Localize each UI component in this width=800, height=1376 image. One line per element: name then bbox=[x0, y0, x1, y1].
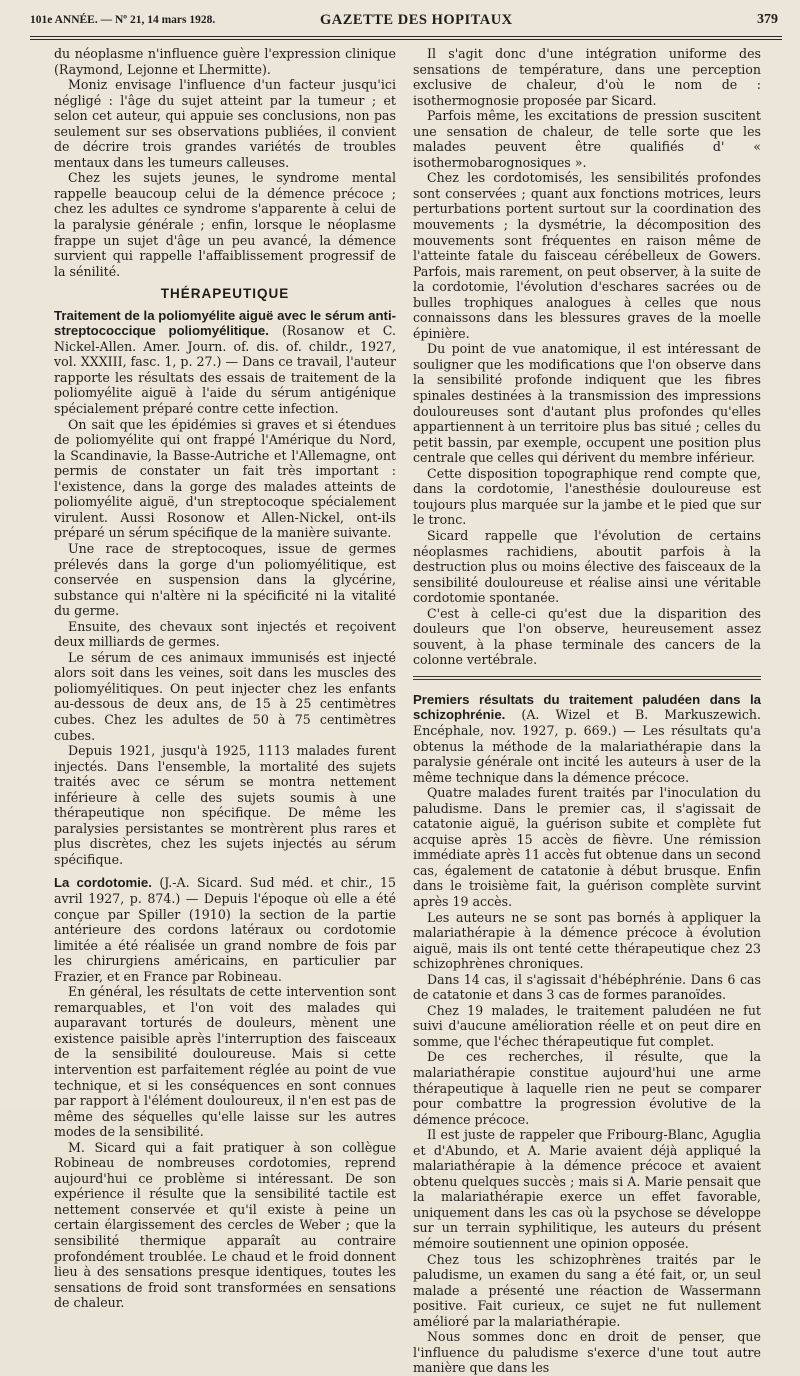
paragraph: Il est juste de rappeler que Fribourg-Blanc, Aguglia et d'Abundo, et A. Marie avaient déjà appliqué la malariathérapie à la démence précoce et avaient obtenu quelques succès ; mais si A. Marie pensait que la malariathérapie exerce un effet favorable, uniquement dans les cas où la psychose se développe sur un terrain syphilitique, les auteurs du présent mémoire soutiennent une opinion opposée. bbox=[413, 1127, 761, 1252]
article-title: Premiers résultats du traitement paludéen dans la schizophrénie. bbox=[413, 691, 761, 723]
section-heading: THÉRAPEUTIQUE bbox=[160, 286, 290, 302]
article-title: La cordotomie. bbox=[54, 875, 152, 891]
paragraph: Depuis 1921, jusqu'à 1925, 1113 malades furent injectés. Dans l'ensemble, la mortalité des sujets traités avec ce sérum se montra nettement inférieure à celle des sujets soumis à une thérapeutique non spécifique. De même les paralysies persistantes se montrèrent plus rares et plus discrètes, chez les sujets injectés au sérum spécifique. bbox=[54, 743, 396, 867]
article-reference: (J.-A. Sicard. Sud méd. et chir., 15 avril 1927, p. 874.) — Depuis l'époque où elle a été conçue par Spiller (1910) la section de la partie antérieure des cordons latéraux ou cordotomie limitée a été réalisée un grand nombre de fois par les chirurgiens américains, en particulier par Frazier, et en France par Robineau. bbox=[54, 875, 396, 984]
paragraph: Dans 14 cas, il s'agissait d'hébéphrénie. Dans 6 cas de catatonie et dans 3 cas de formes paranoïdes. bbox=[413, 971, 761, 1003]
paragraph: Une race de streptocoques, issue de germes prélevés dans la gorge d'un poliomyélitique, est conservée en suspension dans la glycérine, substance qui n'altère ni la spécificité ni la vitalité du germe. bbox=[54, 540, 396, 619]
paragraph: Sicard rappelle que l'évolution de certains néoplasmes rachidiens, aboutit parfois à la destruction plus ou moins élective des faisceaux de la sensibilité douloureuse et réalise ainsi une véritable cordotomie spontanée. bbox=[413, 527, 761, 606]
article-divider bbox=[413, 676, 761, 680]
paragraph: Chez les sujets jeunes, le syndrome mental rappelle beaucoup celui de la démence précoce ; chez les adultes ce syndrome s'apparente à celui de la paralysie générale ; enfin, lorsque le néoplasme frappe un sujet d'âge un peu avancé, la démence survient qui rappelle l'affaiblissement progressif de la sénilité. bbox=[54, 170, 396, 279]
right-column bbox=[413, 46, 761, 1376]
paragraph: Chez tous les schizophrènes traités par le paludisme, un examen du sang a été fait, or, un seul malade a présenté une réaction de Wassermann positive. Fait curieux, ce sujet ne fut nullement amélioré par la malariathérapie. bbox=[413, 1251, 761, 1329]
issue-info: 101e ANNÉE. — Nº 21, 14 mars 1928. bbox=[30, 14, 216, 26]
paragraph: du néoplasme n'influence guère l'expression clinique (Raymond, Lejonne et Lhermitte). bbox=[54, 46, 396, 77]
article-schizophrenie bbox=[413, 692, 761, 785]
paragraph: Du point de vue anatomique, il est intéressant de souligner que les modifications que l'on observe dans la sensibilité profonde indiquent que les fibres spinales destinées à la transmission des impressions douloureuses sont d'autant plus profondes qu'elles appartiennent à un territoire plus bas situé ; celles du petit bassin, par exemple, occupent une position plus centrale que celles qui dérivent du membre inférieur. bbox=[413, 341, 761, 466]
journal-title: GAZETTE DES HOPITAUX bbox=[320, 12, 513, 28]
paragraph: Cette disposition topographique rend compte que, dans la cordotomie, l'anesthésie douloureuse est toujours plus marquée sur la jambe et le pied que sur le tronc. bbox=[413, 465, 761, 528]
paragraph: De ces recherches, il résulte, que la malariathérapie constitue aujourd'hui une arme thérapeutique à laquelle rien ne peut se comparer pour combattre la progression évolutive de la démence précoce. bbox=[413, 1049, 761, 1127]
paragraph: Les auteurs ne se sont pas bornés à appliquer la malariathérapie à la démence précoce à évolution aiguë, mais ils ont tenté cette thérapeutique chez 23 schizophrènes chroniques. bbox=[413, 909, 761, 972]
paragraph: Parfois même, les excitations de pression suscitent une sensation de chaleur, de telle sorte que les malades peuvent être qualifiés d' « isothermobarognosiques ». bbox=[413, 108, 761, 170]
left-column bbox=[54, 46, 396, 1311]
page-header bbox=[30, 10, 782, 36]
paragraph: Chez les cordotomisés, les sensibilités profondes sont conservées ; quant aux fonctions motrices, leurs perturbations portent surtout sur la coordination des mouvements ; la dysmétrie, la décomposition des mouvements sont fréquentes en raison même de l'atteinte fatale du faisceau cérébelleux de Gowers. Parfois, mais rarement, on peut observer, à la suite de la cordotomie, l'évolution d'eschares sacrées ou de bulles trophiques analogues à celles que nous connaissons dans les blessures graves de la moelle épinière. bbox=[413, 170, 761, 341]
header-rule bbox=[30, 36, 782, 37]
paragraph: Ensuite, des chevaux sont injectés et reçoivent deux milliards de germes. bbox=[54, 618, 396, 650]
paragraph: Quatre malades furent traités par l'inoculation du paludisme. Dans le premier cas, il s'agissait de catatonie aiguë, la guérison subite et complète fut acquise après 15 accès de fièvre. Une rémission immédiate après 11 accès fut obtenue dans un second cas, également de catatonie à début brusque. Enfin dans le troisième fait, la guérison complète survint après 19 accès. bbox=[413, 785, 761, 909]
paragraph: M. Sicard qui a fait pratiquer à son collègue Robineau de nombreuses cordotomies, reprend aujourd'hui ce problème si intéressant. De son expérience il résulte que la sensibilité tactile est nettement conservée et qu'il existe à peine un certain élargissement des cercles de Weber ; que la sensibilité thermique apparaît au contraire profondément troublée. Le chaud et le froid donnent lieu à des sensations presque identiques, toutes les sensations de froid sont transformées en sensations de chaleur. bbox=[54, 1139, 396, 1311]
article-poliomyelite bbox=[54, 308, 396, 417]
article-reference: (A. Wizel et B. Markuszewich. Encéphale, nov. 1927, p. 669.) — Les résultats qu'a obtenus la méthode de la malariathérapie dans la paralysie générale ont incité les auteurs à user de la même technique dans la démence précoce. bbox=[413, 707, 761, 785]
paragraph: Chez 19 malades, le traitement paludéen ne fut suivi d'aucune amélioration réelle et on peut dire en somme, que l'échec thérapeutique fut complet. bbox=[413, 1002, 761, 1049]
page-number: 379 bbox=[757, 12, 778, 27]
paragraph: On sait que les épidémies si graves et si étendues de poliomyélite qui ont frappé l'Amérique du Nord, la Scandinavie, la Basse-Autriche et l'Allemagne, ont permis de constater un fait très important : l'existence, dans la gorge des malades atteints de poliomyélite aiguë, d'un streptocoque spécialement virulent. Aussi Rosonow et Allen-Nickel, ont-ils préparé un sérum spécifique de la manière suivante. bbox=[54, 416, 396, 541]
paragraph: En général, les résultats de cette intervention sont remarquables, et l'on voit des malades qui auparavant torturés de douleurs, mènent une existence paisible après l'interruption des faisceaux de la sensibilité douloureuse. Mais si cette intervention est parfaitement réglée au point de vue technique, et si les conséquences en sont connues par rapport à l'élément douloureux, il n'en est pas de même des séquelles qu'elle laisse sur les autres modes de la sensibilité. bbox=[54, 984, 396, 1140]
paragraph: C'est à celle-ci qu'est due la disparition des douleurs que l'on observe, heureusement assez souvent, à la phase terminale des cancers de la colonne vertébrale. bbox=[413, 605, 761, 668]
paragraph: Moniz envisage l'influence d'un facteur jusqu'ici négligé : l'âge du sujet atteint par la tumeur ; et selon cet auteur, qui appuie ses conclusions, non pas seulement sur ses observations publiées, il convient de décrire trois grandes variétés de troubles mentaux dans les tumeurs calleuses. bbox=[54, 77, 396, 170]
header-rule-secondary bbox=[30, 39, 782, 40]
paragraph: Il s'agit donc d'une intégration uniforme des sensations de température, dans une perception exclusive de chaleur, d'où le nom de : isothermognosie proposée par Sicard. bbox=[413, 46, 761, 108]
paragraph: Nous sommes donc en droit de penser, que l'influence du paludisme s'exerce d'une tout autre manière que dans les bbox=[413, 1329, 761, 1376]
article-cordotomie bbox=[54, 875, 396, 984]
article-reference: (Rosanow et C. Nickel-Allen. Amer. Journ. of. dis. of. childr., 1927, vol. XXXIII, fasc. 1, p. 27.) — Dans ce travail, l'auteur rapporte les résultats des essais de traitement de la poliomyélite aiguë à l'aide du sérum antigénique spécialement préparé contre cette infection. bbox=[54, 323, 396, 417]
article-title: Traitement de la poliomyélite aiguë avec le sérum anti-streptococcique poliomyélitique. bbox=[54, 307, 396, 339]
paragraph: Le sérum de ces animaux immunisés est injecté alors soit dans les veines, soit dans les muscles des poliomyélitiques. On peut injecter chez les enfants au-dessous de deux ans, de 15 à 25 centimètres cubes. Chez les adultes de 50 à 75 centimètres cubes. bbox=[54, 649, 396, 743]
